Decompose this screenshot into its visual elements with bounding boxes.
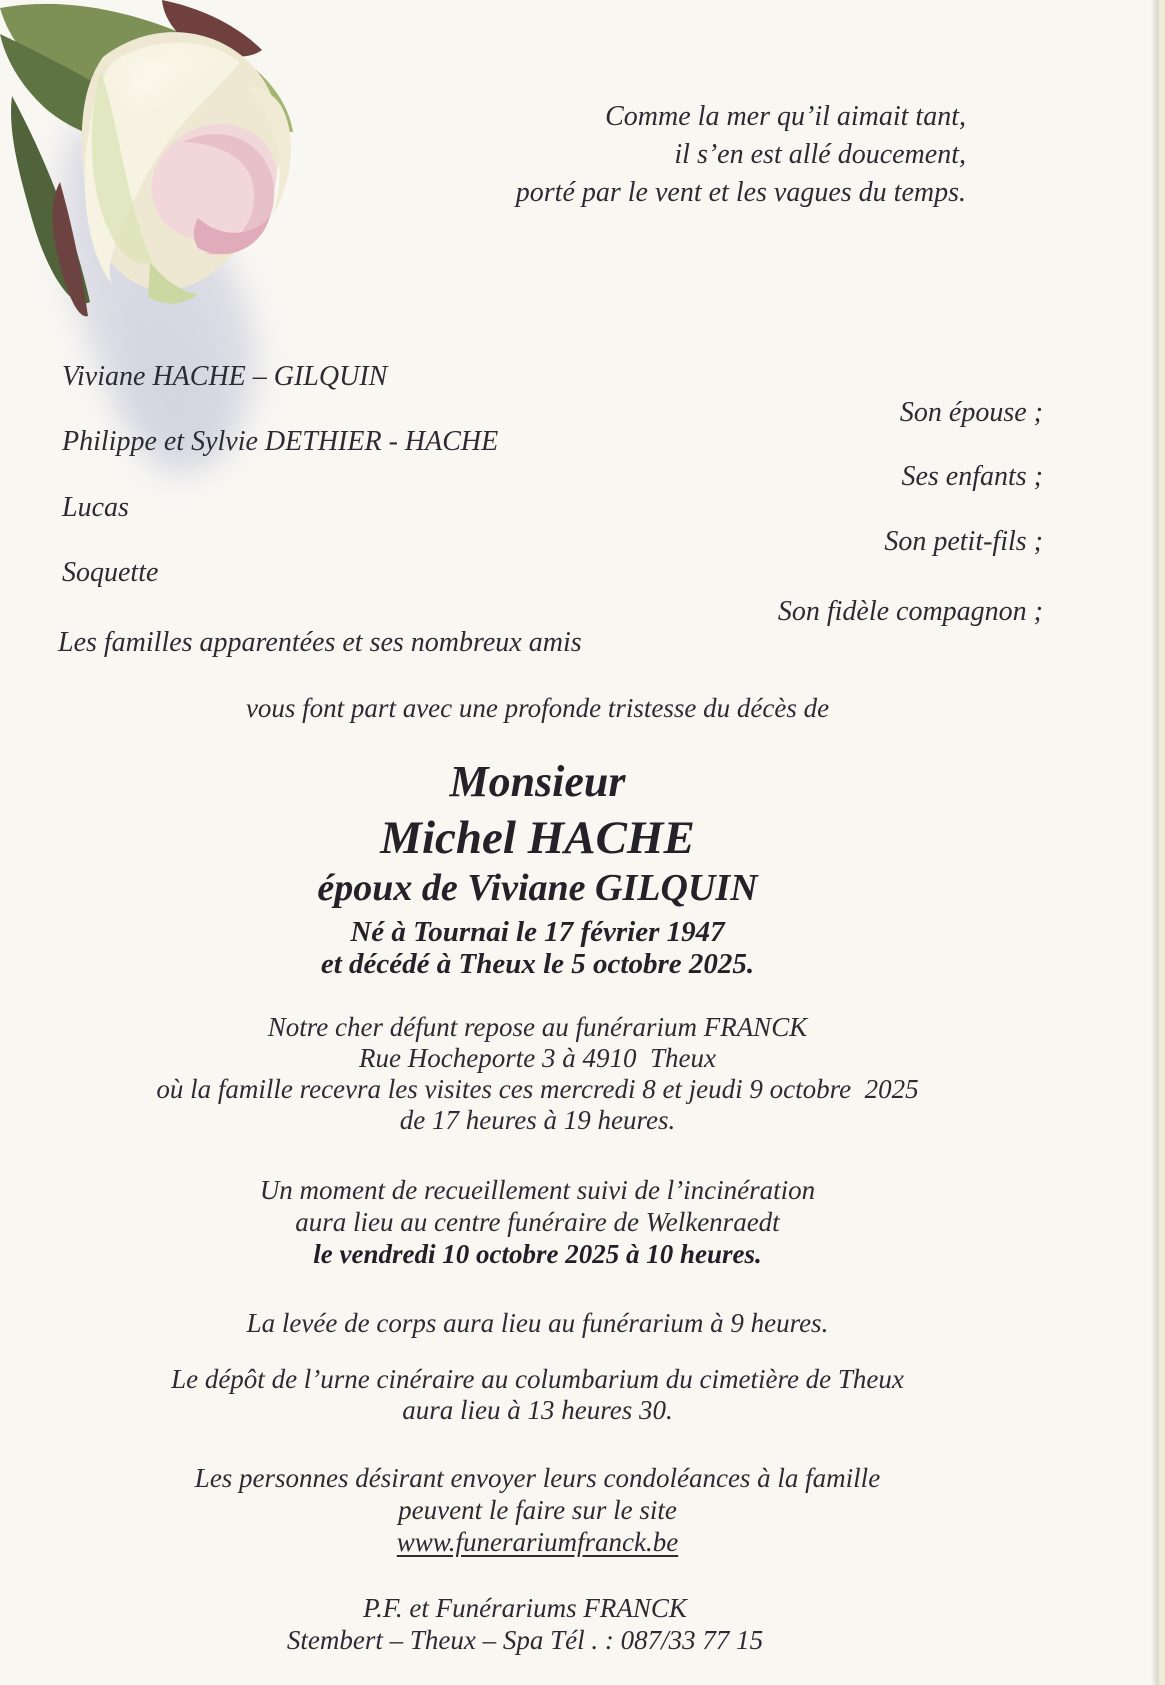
text-line: de 17 heures à 19 heures.	[399, 1105, 676, 1135]
family-closing: Les familles apparentées et ses nombreux amis	[58, 627, 582, 658]
family-member-name: Viviane HACHE – GILQUIN	[62, 361, 388, 392]
text-line: Le dépôt de l’urne cinéraire au columbarium du cimetière de Theux	[171, 1364, 904, 1394]
family-relation: Son épouse ;	[899, 397, 1043, 428]
ceremony-date-line: le vendredi 10 octobre 2025 à 10 heures.	[313, 1239, 762, 1269]
death-line: et décédé à Theux le 5 octobre 2025.	[320, 948, 755, 980]
text-line: où la famille recevra les visites ces mercredi 8 et jeudi 9 octobre 2025	[156, 1074, 919, 1104]
poem-line: il s’en est allé doucement,	[674, 139, 966, 170]
spouse-line: époux de Viviane GILQUIN	[317, 867, 758, 909]
poem-line: porté par le vent et les vagues du temps.	[515, 177, 966, 208]
poem-line: Comme la mer qu’il aimait tant,	[605, 101, 966, 132]
levee-line: La levée de corps aura lieu au funérarium à 9 heures.	[246, 1308, 829, 1338]
rose-bud	[82, 32, 297, 303]
funeral-home-name: P.F. et Funérariums FRANCK	[363, 1593, 687, 1623]
text-line: aura lieu à 13 heures 30.	[402, 1395, 673, 1425]
website-link: www.funerariumfranck.be	[396, 1527, 679, 1557]
deceased-name: Michel HACHE	[380, 812, 695, 864]
epitaph-poem	[516, 98, 966, 212]
text-line: Rue Hocheporte 3 à 4910 Theux	[359, 1043, 716, 1073]
text-line: peuvent le faire sur le site	[398, 1495, 677, 1525]
civility-title: Monsieur	[449, 757, 626, 806]
cremation-info	[0, 1174, 1075, 1270]
text-line: Un moment de recueillement suivi de l’incinération	[259, 1175, 816, 1205]
text-line: Notre cher défunt repose au funérarium FRANCK	[267, 1012, 808, 1042]
family-member-name: Philippe et Sylvie DETHIER - HACHE	[62, 426, 499, 457]
family-relation: Ses enfants ;	[901, 461, 1043, 492]
repose-info	[0, 1012, 1075, 1136]
condolences-info	[0, 1462, 1075, 1558]
page-edge	[1151, 0, 1165, 1685]
family-relation: Son fidèle compagnon ;	[777, 596, 1043, 627]
urn-info	[0, 1364, 1075, 1426]
family-relation: Son petit-fils ;	[884, 526, 1043, 557]
family-member-name: Soquette	[62, 557, 159, 588]
family-member-name: Lucas	[62, 492, 129, 523]
announcement-intro: vous font part avec une profonde tristesse du décès de	[245, 693, 830, 723]
birth-line: Né à Tournai le 17 février 1947	[350, 916, 725, 948]
funeral-home-footer	[0, 1592, 1050, 1656]
text-line: aura lieu au centre funéraire de Welkenraedt	[295, 1207, 780, 1237]
funeral-home-contact: Stembert – Theux – Spa Tél . : 087/33 77 15	[286, 1625, 764, 1655]
text-line: Les personnes désirant envoyer leurs condoléances à la famille	[194, 1463, 881, 1493]
